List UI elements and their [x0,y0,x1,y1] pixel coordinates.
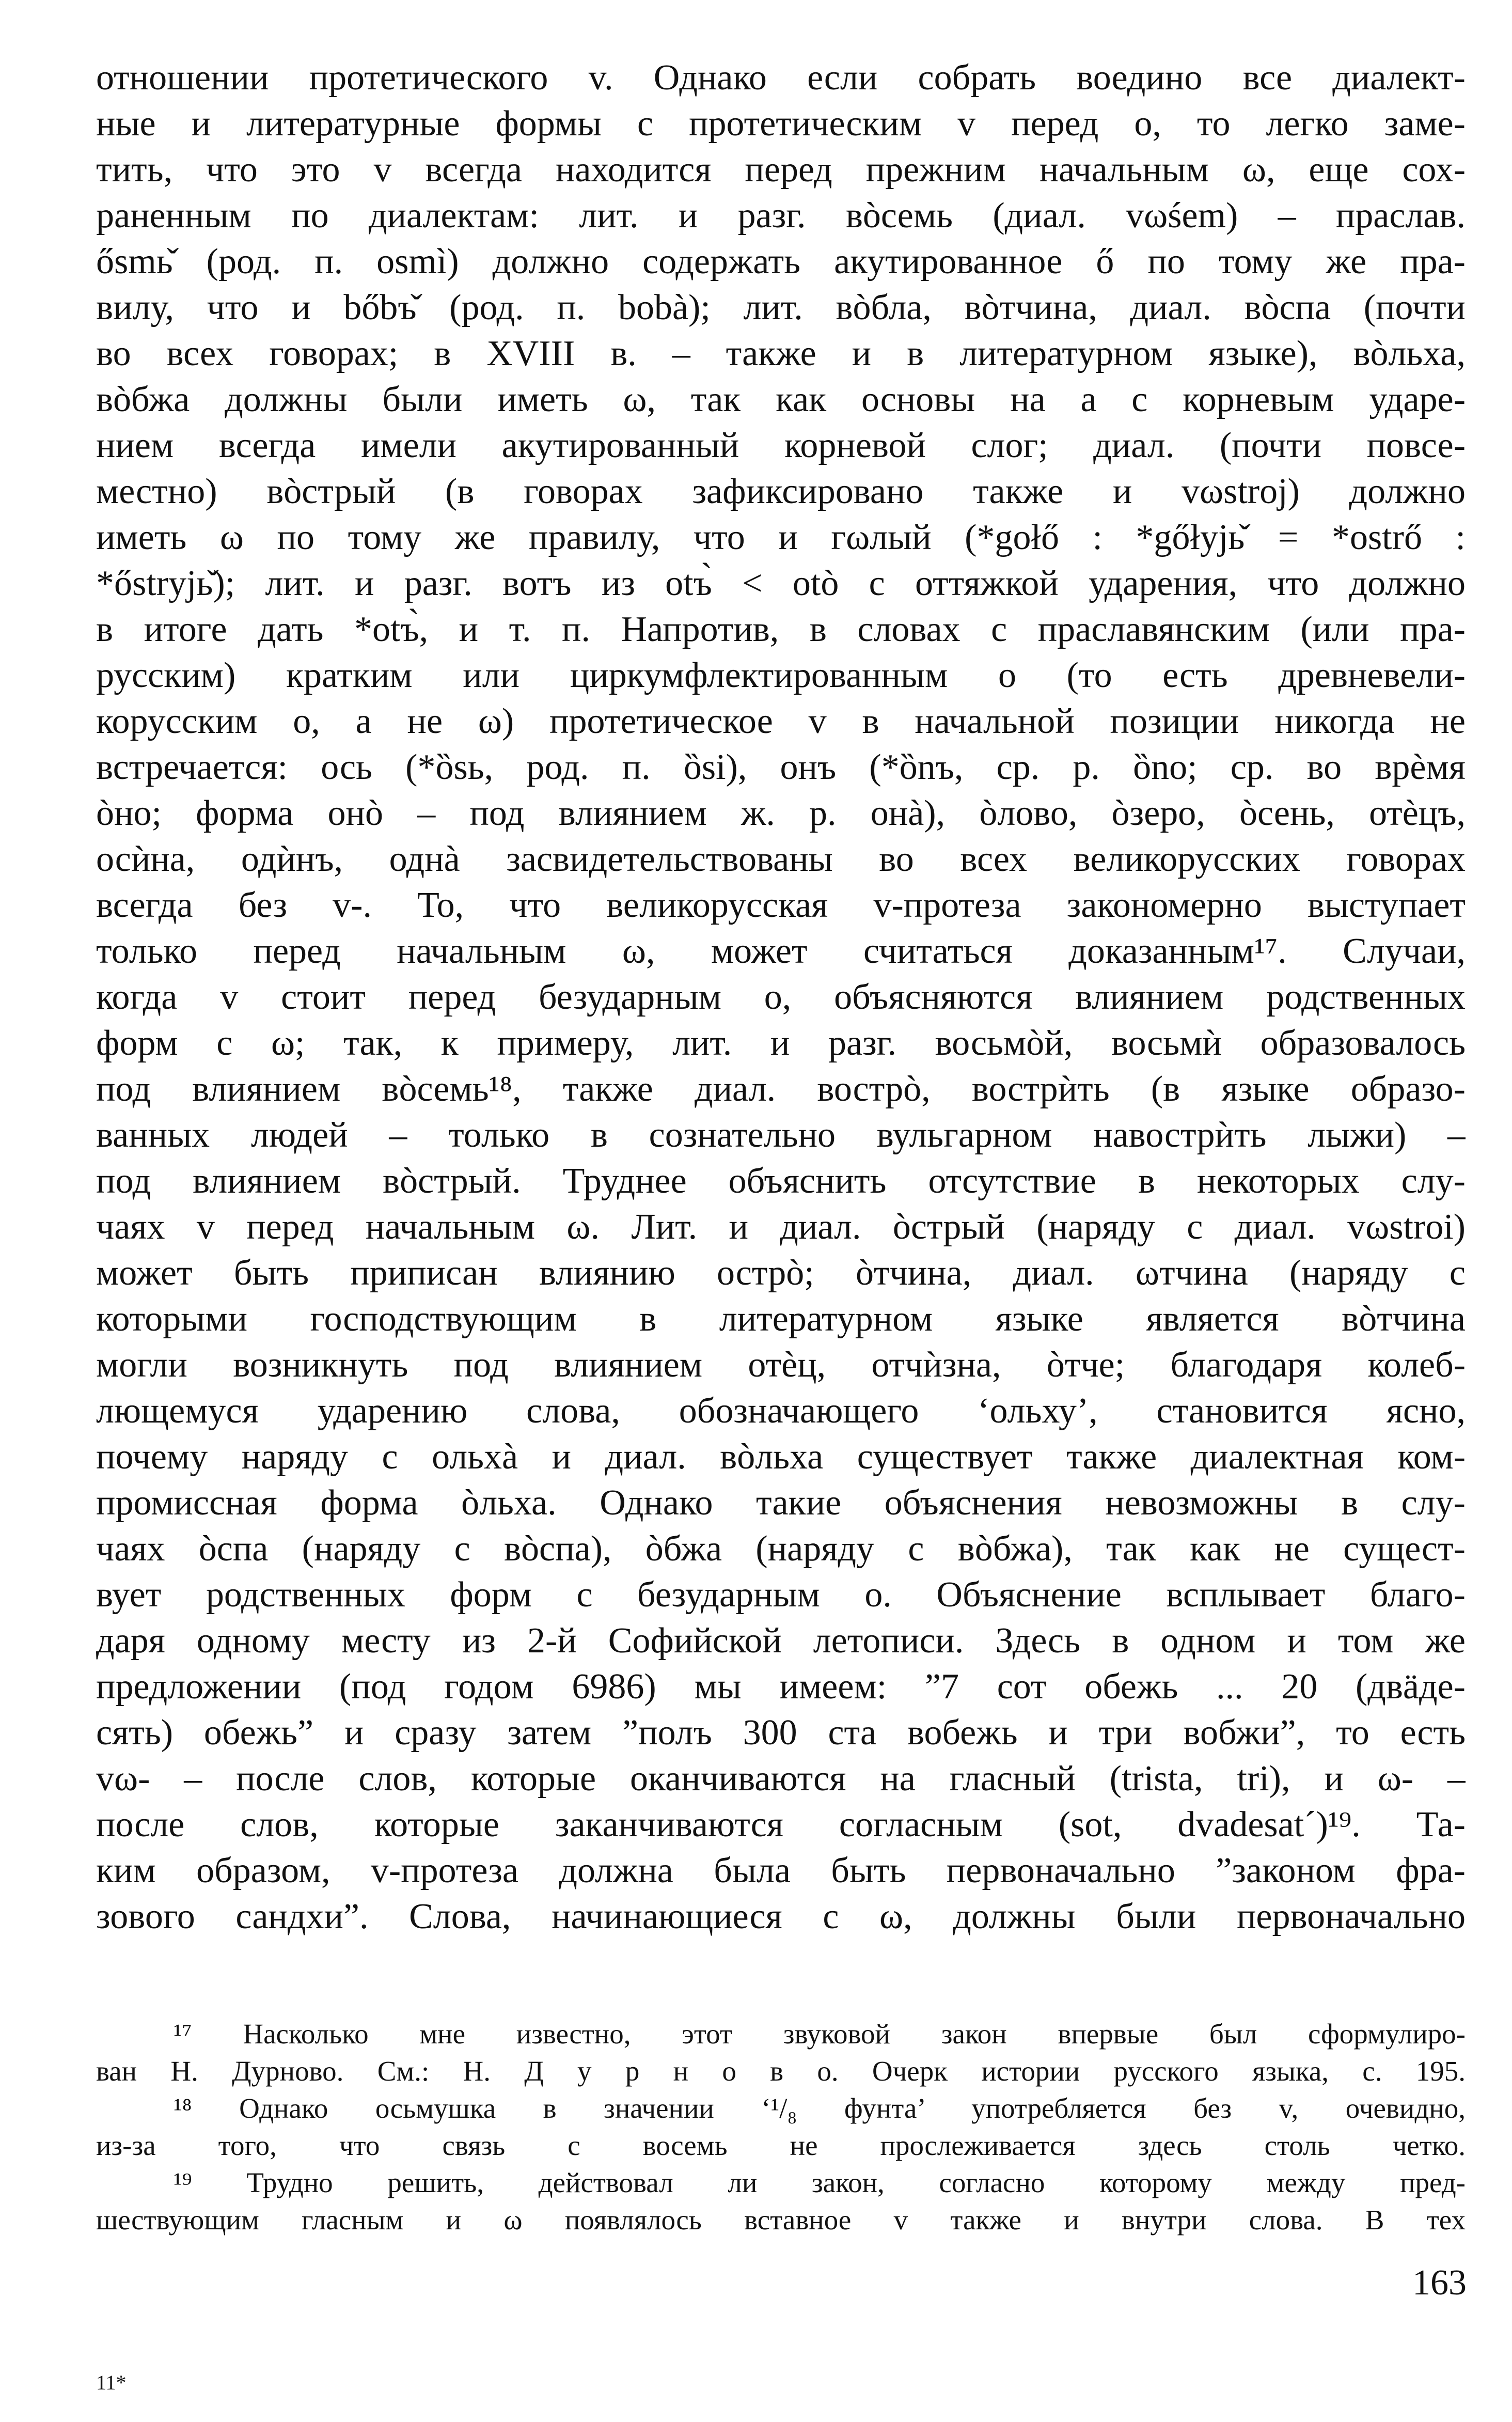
text-line: может быть приписан влиянию острò; òтчина, диал. ωтчина (наряду с [96,1253,1466,1293]
text-line: тить, что это v всегда находится перед прежним начальным ω, еще сох- [96,150,1466,190]
text-line: осѝна, одѝнъ, однà засвидетельствованы во всех великорусских говорах [96,839,1466,879]
page-number: 163 [1412,2263,1467,2303]
footnotes [96,2015,1466,2239]
text-line: зового сандхи”. Слова, начинающиеся с ω, должны были первоначально [96,1897,1466,1936]
text-line: лющемуся ударению слова, обозначающего ‘ольху’, становится ясно, [96,1391,1466,1431]
text-line: могли возникнуть под влиянием отѐц, отчѝзна, òтче; благодаря колеб- [96,1345,1466,1385]
text-line: нием всегда имели акутированный корневой слог; диал. (почти повсе- [96,426,1466,465]
text-line: почему наряду с ольхà и диал. вòльха существует также диалектная ком- [96,1437,1466,1477]
text-line: когда v стоит перед безударным о, объясняются влиянием родственных [96,977,1466,1017]
text-line: ким образом, v-протеза должна была быть первоначально ”законом фра- [96,1851,1466,1890]
text-line: местно) вòстрый (в говорах зафиксировано также и vωstroj) должно [96,472,1466,511]
text-line: раненным по диалектам: лит. и разг. вòсемь (диал. vωśem) – праслав. [96,196,1466,236]
text-line: иметь ω по тому же правилу, что и гωлый (*gołő : *gőłyjь̌ = *ostrő : [96,518,1466,557]
text-line: даря одному месту из 2-й Софийской летописи. Здесь в одном и том же [96,1621,1466,1661]
text-line: русским) кратким или циркумфлектированным о (то есть древневели- [96,655,1466,695]
text-line: вòбжа должны были иметь ω, так как основы на а с корневым ударе- [96,380,1466,419]
text-line: ősmь̌ (род. п. osmì) должно содержать акутированное ő по тому же пра- [96,242,1466,282]
main-text-block [96,55,1466,1940]
text-line: всегда без v-. То, что великорусская v-протеза закономерно выступает [96,885,1466,925]
text-line: под влиянием вòсемь¹⁸, также диал. вострò, вострѝть (в языке образо- [96,1069,1466,1109]
text-line: промиссная форма òльха. Однако такие объяснения невозможны в слу- [96,1483,1466,1523]
text-line: в итоге дать *otъ̀, и т. п. Напротив, в словах с праславянским (или пра- [96,610,1466,649]
text-line: òно; форма онò – под влиянием ж. р. онà), òлово, òзеро, òсень, отѐцъ, [96,793,1466,833]
footnote-19: ¹⁹ Трудно решить, действовал ли закон, согласно которому между пред- [174,2167,1466,2198]
text-line: ванных людей – только в сознательно вульгарном навострѝть лыжи) – [96,1115,1466,1155]
text-line: во всех говорах; в XVIII в. – также и в литературном языке), вòльха, [96,334,1466,373]
text-line: *őstryjь̌); лит. и разг. вотъ из otъ̀ < otò с оттяжкой ударения, что должно [96,564,1466,603]
text-line: после слов, которые заканчиваются согласным (sot, dvadesat´)¹⁹. Та- [96,1805,1466,1845]
footnote-18-cont: из-за того, что связь с восемь не прослеживается здесь столь четко. [96,2130,1466,2161]
signature-mark: 11* [96,2371,127,2394]
text-line: только перед начальным ω, может считаться доказанным¹⁷. Случаи, [96,931,1466,971]
footnote-19-cont: шествующим гласным и ω появлялось вставное v также и внутри слова. В тех [96,2204,1466,2236]
text-line: предложении (под годом 6986) мы имеем: ”7 сот обежь ... 20 (двäде- [96,1667,1466,1707]
text-line: корусским о, а не ω) протетическое v в начальной позиции никогда не [96,701,1466,741]
text-line: сять) обежь” и сразу затем ”полъ 300 ста вобежь и три вобжи”, то есть [96,1713,1466,1753]
footnote-17: ¹⁷ Насколько мне известно, этот звуковой закон впервые был сформулиро- [174,2018,1466,2050]
text-line: отношении протетического v. Однако если собрать воедино все диалект- [96,58,1466,98]
text-line: ные и литературные формы с протетическим v перед о, то легко заме- [96,104,1466,144]
footnote-17-cont: ван Н. Дурново. См.: Н. Д у р н о в о. Очерк истории русского языка, с. 195. [96,2055,1466,2087]
text-line: чаях v перед начальным ω. Лит. и диал. òстрый (наряду с диал. vωstroi) [96,1207,1466,1247]
text-line: чаях òспа (наряду с вòспа), òбжа (наряду с вòбжа), так как не сущест- [96,1529,1466,1569]
text-line: под влиянием вòстрый. Труднее объяснить отсутствие в некоторых слу- [96,1161,1466,1201]
text-line: вует родственных форм с безударным о. Объяснение всплывает благо- [96,1575,1466,1615]
text-line: vω- – после слов, которые оканчиваются на гласный (trista, tri), и ω- – [96,1759,1466,1799]
text-line: форм с ω; так, к примеру, лит. и разг. восьмòй, восьмѝ образовалось [96,1023,1466,1063]
text-line: вилу, что и bőbъ̌ (род. п. bobà); лит. вòбла, вòтчина, диал. вòспа (почти [96,288,1466,327]
footnote-18: ¹⁸ Однако осьмушка в значении ‘¹/₈ фунта’ употребляется без v, очевидно, [174,2092,1466,2124]
text-line: встречается: ось (*ȍsь, род. п. ȍsi), онъ (*ȍnъ, ср. р. ȍno; ср. во врѐмя [96,747,1466,787]
text-line: которыми господствующим в литературном языке является вòтчина [96,1299,1466,1339]
